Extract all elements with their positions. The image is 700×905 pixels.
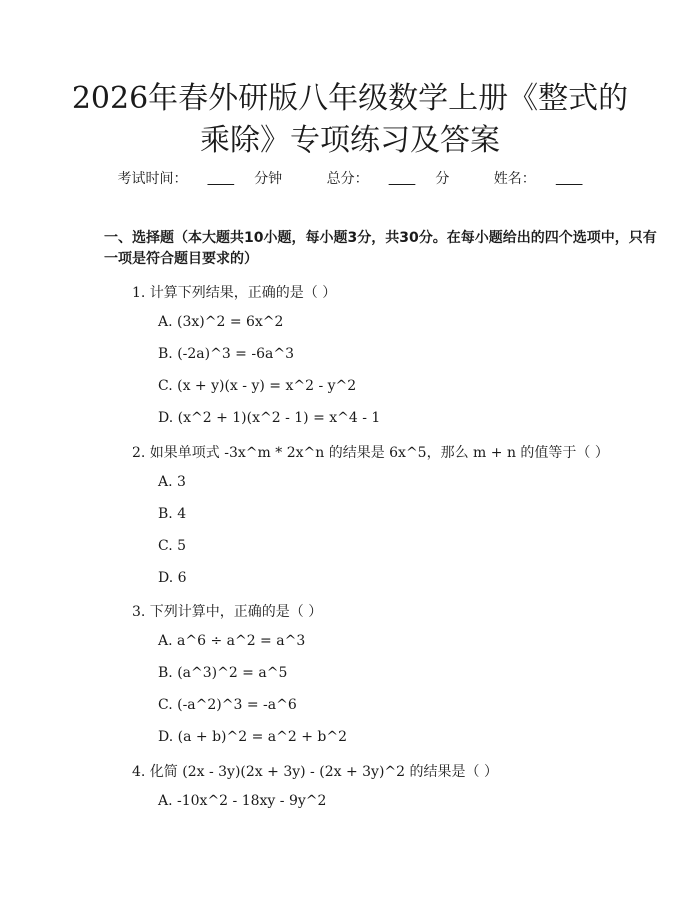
document-title: 2026年春外研版八年级数学上册《整式的乘除》专项练习及答案 bbox=[71, 81, 629, 158]
question-stem: 2. 如果单项式 -3x^m * 2x^n 的结果是 6x^5，那么 m + n 的值等于（ ） bbox=[132, 445, 609, 461]
exam-time-label: 考试时间： bbox=[117, 171, 188, 187]
option-item: D. (a + b)^2 = a^2 + b^2 bbox=[158, 729, 347, 745]
total-score-unit: 分 bbox=[435, 171, 450, 187]
question-stem: 3. 下列计算中，正确的是（ ） bbox=[132, 604, 323, 620]
total-score-label: 总分： bbox=[326, 171, 369, 187]
option-item: A. -10x^2 - 18xy - 9y^2 bbox=[158, 793, 327, 809]
option-item: C. (-a^2)^3 = -a^6 bbox=[158, 697, 297, 713]
option-item: B. (a^3)^2 = a^5 bbox=[158, 665, 288, 681]
exam-info-line bbox=[0, 168, 700, 188]
total-score-blank bbox=[389, 171, 416, 187]
option-item: A. a^6 ÷ a^2 = a^3 bbox=[158, 633, 306, 649]
question-stem: 1. 计算下列结果，正确的是（ ） bbox=[132, 285, 337, 301]
option-item: D. (x^2 + 1)(x^2 - 1) = x^4 - 1 bbox=[158, 410, 381, 426]
exam-time-blank bbox=[207, 171, 234, 187]
student-name bbox=[484, 171, 593, 187]
exam-time bbox=[107, 171, 292, 187]
student-name-label: 姓名： bbox=[493, 171, 536, 187]
option-item: A. 3 bbox=[158, 474, 186, 490]
exam-time-unit: 分钟 bbox=[254, 171, 283, 187]
option-item: A. (3x)^2 = 6x^2 bbox=[158, 314, 284, 330]
option-item: B. (-2a)^3 = -6a^3 bbox=[158, 346, 294, 362]
option-item: C. 5 bbox=[158, 538, 187, 554]
student-name-blank bbox=[556, 171, 583, 187]
section-heading: 一、选择题（本大题共10小题，每小题3分，共30分。在每小题给出的四个选项中，只有一项是符合题目要求的） bbox=[104, 230, 657, 267]
total-score bbox=[317, 171, 460, 187]
question-stem: 4. 化简 (2x - 3y)(2x + 3y) - (2x + 3y)^2 的结果是（ ） bbox=[132, 764, 498, 780]
option-item: B. 4 bbox=[158, 506, 187, 522]
option-item: C. (x + y)(x - y) = x^2 - y^2 bbox=[158, 378, 357, 394]
option-item: D. 6 bbox=[158, 570, 187, 586]
